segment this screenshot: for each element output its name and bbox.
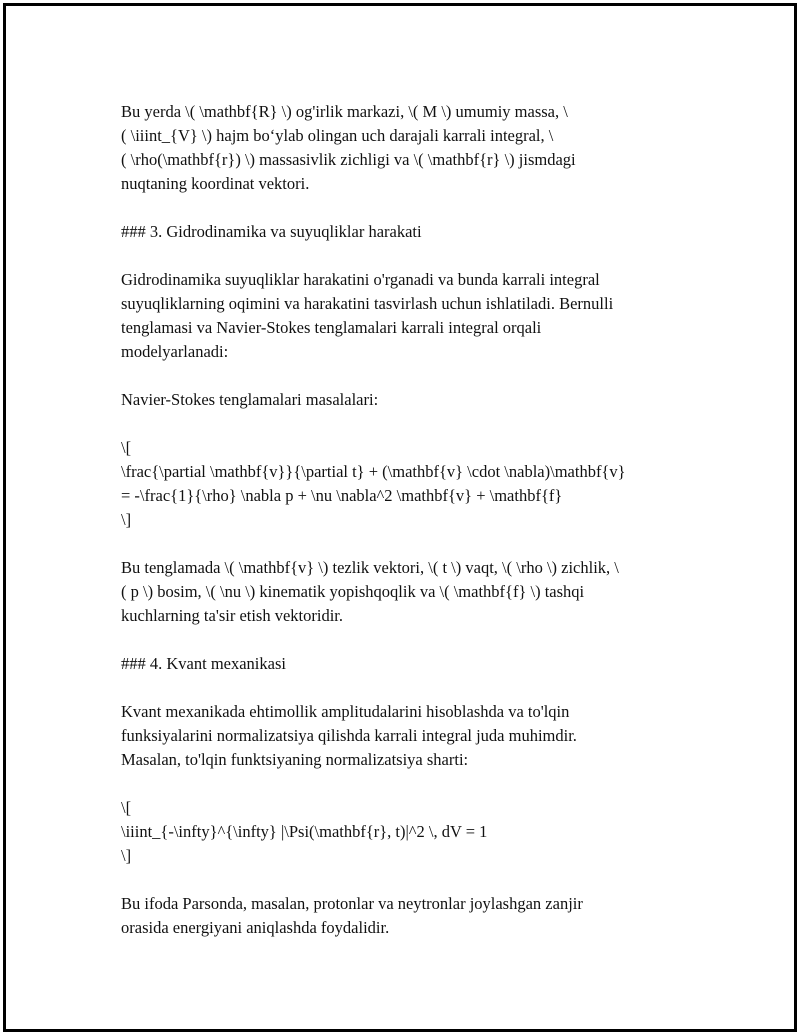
text-line: nuqtaning koordinat vektori.	[121, 174, 310, 193]
paragraph-center-of-mass	[121, 100, 691, 196]
equation-line: \iiint_{-\infty}^{\infty} |\Psi(\mathbf{r}, t)|^2 \, dV = 1	[121, 822, 488, 841]
text-line: Gidrodinamika suyuqliklar harakatini o'rganadi va bunda karrali integral	[121, 270, 600, 289]
equation-line: \[	[121, 438, 132, 457]
text-line: tenglamasi va Navier-Stokes tenglamalari karrali integral orqali	[121, 318, 542, 337]
heading-section-4	[121, 652, 691, 676]
paragraph-navier-stokes-intro	[121, 388, 691, 412]
text-line: Bu ifoda Parsonda, masalan, protonlar va neytronlar joylashgan zanjir	[121, 894, 583, 913]
text-line: orasida energiyani aniqlashda foydalidir.	[121, 918, 390, 937]
equation-line: \[	[121, 798, 132, 817]
page-frame	[3, 3, 797, 1032]
text-line: Masalan, to'lqin funktsiyaning normalizatsiya sharti:	[121, 750, 469, 769]
text-line: ( p \) bosim, \( \nu \) kinematik yopishqoqlik va \( \mathbf{f} \) tashqi	[121, 582, 585, 601]
text-line: Bu yerda \( \mathbf{R} \) og'irlik markazi, \( M \) umumiy massa, \	[121, 102, 568, 121]
equation-line: \]	[121, 510, 132, 529]
equation-navier-stokes	[121, 436, 691, 532]
section-heading: ### 4. Kvant mexanikasi	[121, 654, 286, 673]
document-body	[121, 100, 691, 964]
equation-line: = -\frac{1}{\rho} \nabla p + \nu \nabla^2 \mathbf{v} + \mathbf{f}	[121, 486, 563, 505]
paragraph-hydrodynamics	[121, 268, 691, 364]
text-line: funksiyalarini normalizatsiya qilishda karrali integral juda muhimdir.	[121, 726, 577, 745]
text-line: kuchlarning ta'sir etish vektoridir.	[121, 606, 344, 625]
text-line: ( \iiint_{V} \) hajm bo‘ylab olingan uch darajali karrali integral, \	[121, 126, 554, 145]
equation-line: \frac{\partial \mathbf{v}}{\partial t} + (\mathbf{v} \cdot \nabla)\mathbf{v}	[121, 462, 626, 481]
equation-line: \]	[121, 846, 132, 865]
heading-section-3	[121, 220, 691, 244]
text-line: Navier-Stokes tenglamalari masalalari:	[121, 390, 379, 409]
text-line: ( \rho(\mathbf{r}) \) massasivlik zichligi va \( \mathbf{r} \) jismdagi	[121, 150, 576, 169]
paragraph-equation-terms	[121, 556, 691, 628]
section-heading: ### 3. Gidrodinamika va suyuqliklar harakati	[121, 222, 422, 241]
text-line: modelyarlanadi:	[121, 342, 229, 361]
text-line: Kvant mexanikada ehtimollik amplitudalarini hisoblashda va to'lqin	[121, 702, 570, 721]
paragraph-quantum	[121, 700, 691, 772]
paragraph-parsonda	[121, 892, 691, 940]
text-line: suyuqliklarning oqimini va harakatini tasvirlash uchun ishlatiladi. Bernulli	[121, 294, 614, 313]
equation-normalization	[121, 796, 691, 868]
text-line: Bu tenglamada \( \mathbf{v} \) tezlik vektori, \( t \) vaqt, \( \rho \) zichlik, \	[121, 558, 619, 577]
